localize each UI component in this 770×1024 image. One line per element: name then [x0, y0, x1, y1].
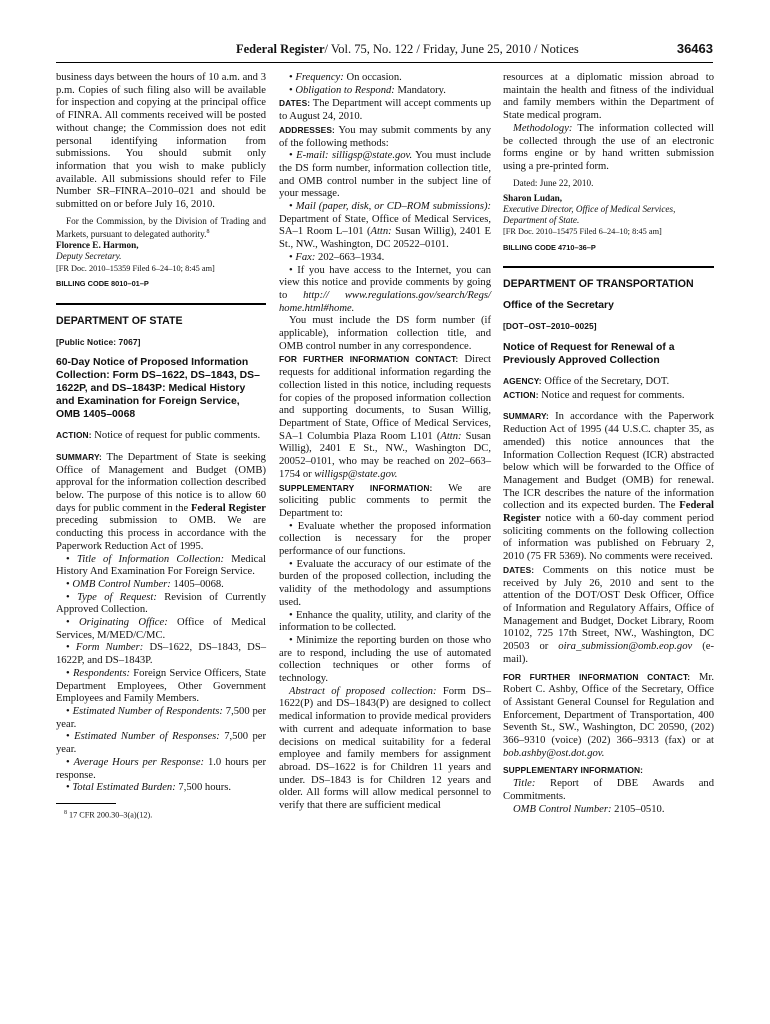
list-item: • Minimize the reporting burden on those who are to respond, including the use of automated collection techniques or other forms of technology.: [279, 634, 491, 685]
supplementary-paragraph: SUPPLEMENTARY INFORMATION:: [503, 765, 644, 776]
list-item: • Estimated Number of Respondents: 7,500 per year.: [56, 705, 267, 730]
dated-line: Dated: June 22, 2010.: [513, 177, 594, 188]
paragraph: You must include the DS form number (if applicable), information collection title, and OMB control number in any correspondence.: [279, 315, 491, 352]
department-heading: DEPARTMENT OF STATE: [56, 314, 183, 327]
department-heading: DEPARTMENT OF TRANSPORTATION: [503, 278, 694, 291]
contact-paragraph: FOR FURTHER INFORMATION CONTACT: Mr. Robert C. Ashby, Office of the Secretary, Office of Assistant General Counsel for Regulation and Enforcement, Department of Transportation, 400 Seventh St., SW., Washington, DC 20590, (202) 366–9310 (voice) (202) 366–9313 (fax) or at bob.ashby@ost.dot.gov.: [503, 671, 714, 759]
list-item: • Estimated Number of Responses: 7,500 per year.: [56, 731, 267, 756]
contact-paragraph: FOR FURTHER INFORMATION CONTACT: Direct requests for additional information regarding the collection listed in this notice, including requests for copies of the proposed information collection and supporting documents, to Susan Willig, Department of State, Office of Medical Services, SA–1 Columbia Plaza Room L101 (Attn: Susan Willig), 2401 E St., NW., Washington DC, 20052–0101, who may be reached on 202–663–1754 or willigsp@state.gov.: [279, 354, 491, 480]
signer-name: Florence E. Harmon,: [56, 240, 139, 251]
public-notice-number: [Public Notice: 7067]: [56, 336, 141, 347]
issue-info: / Vol. 75, No. 122 / Friday, June 25, 2010 / Notices: [324, 42, 579, 56]
list-item: • Respondents: Foreign Service Officers, State Department Employees, Other Government Employees and Family Members.: [56, 667, 266, 705]
list-item: • Frequency: On occasion.: [289, 72, 402, 83]
footnote-rule: [56, 803, 116, 804]
footnote: $^8$ 17 CFR 200.30–3(a)(12).: [64, 809, 153, 820]
footnote-ref: 8: [206, 228, 210, 235]
list-item: • Evaluate whether the proposed information collection is necessary for the proper performance of our functions.: [279, 520, 491, 558]
action-paragraph: ACTION: Notice of request for public comments.: [56, 430, 261, 442]
collection-details: [56, 554, 266, 795]
action-paragraph: ACTION: Notice and request for comments.: [503, 389, 685, 401]
notice-title: 60-Day Notice of Proposed Information Collection: Form DS–1622, DS–1843, DS–1622P, and DS–1843P: Medical History and Examination for Foreign Service, OMB 1405–0068: [56, 357, 260, 421]
summary-paragraph: SUMMARY: In accordance with the Paperwork Reduction Act of 1995 (44 U.S.C. chapter 35, as amended) this notice announces that the Information Collection Request (ICR) abstracted below which will be forwarded to the Office of Management and Budget (OMB) for renewal. The ICR describes the nature of the information collection and its expected burden. The Federal Register notice with a 60-day comment period soliciting comments on the following collection of information was published on February 2, 2010 (75 FR 5369). No comments were received.: [503, 411, 714, 563]
list-item: • Enhance the quality, utility, and clarity of the information to be collected.: [279, 609, 492, 634]
running-header: [56, 38, 713, 63]
list-item: • Fax: 202–663–1934.: [289, 251, 385, 263]
list-item: • Form Number: DS–1622, DS–1843, DS–1622P, and DS–1843P.: [56, 642, 267, 667]
abstract-paragraph: Abstract of proposed collection: Form DS–1622(P) and DS–1843(P) are designed to collect medical information to provide medical providers with current and adequate information to base decisions on medical suitability for a federal employee and family members for assignment abroad. DS–1622 is for Children 11 years and under. DS–1843 is for Children 12 years and older. All forms will allow medical personnel to verify that there are sufficient medical: [279, 685, 491, 812]
fr-doc: [FR Doc. 2010–15475 Filed 6–24–10; 8:45 am]: [503, 227, 662, 237]
column-2: [279, 72, 491, 813]
header-citation: [236, 42, 579, 57]
list-item: • E-mail: silligsp@state.gov. You must include the DS form number, information collection title, and OMB control number in the subject line of your message.: [279, 150, 492, 200]
column-3: [503, 72, 714, 816]
section-divider: [503, 266, 714, 268]
fr-doc: [FR Doc. 2010–15359 Filed 6–24–10; 8:45 am]: [56, 263, 215, 273]
dates-paragraph: DATES: Comments on this notice must be received by July 26, 2010 and sent to the attention of the DOT/OST Desk Officer, Office of Information and Regulatory Affairs, Office of Management and Budget, Docket Library, Room 10102, 725 17th Street, NW., Washington, DC 20503 or oira_submission@omb.eop.gov (e-mail).: [503, 564, 714, 665]
signer-name: Sharon Ludan,: [503, 192, 563, 203]
signer-title: Executive Director, Office of Medical Services, Department of State.: [503, 204, 676, 226]
list-item: • If you have access to the Internet, you can view this notice and provide comments by going to http:// www.regulations.gov/search/Regs/ home.html#home.: [279, 264, 491, 314]
signer-title: Deputy Secretary.: [56, 251, 122, 262]
title-line: Title: Report of DBE Awards and Commitments.: [503, 778, 714, 802]
list-item: • Average Hours per Response: 1.0 hours per response.: [56, 756, 267, 781]
supplementary-paragraph: SUPPLEMENTARY INFORMATION: We are soliciting public comments to permit the Department to:: [279, 482, 491, 519]
list-item: • Obligation to Respond: Mandatory.: [289, 84, 446, 96]
office-heading: Office of the Secretary: [503, 300, 614, 312]
page-number: 36463: [676, 41, 713, 56]
list-item: • Evaluate the accuracy of our estimate of the burden of the proposed collection, including the validity of the methodology and assumptions used.: [279, 558, 492, 608]
notice-title: Notice of Request for Renewal of a Previously Approved Collection: [503, 342, 675, 367]
summary-paragraph: SUMMARY: The Department of State is seeking Office of Management and Budget (OMB) approval for the information collection described below. The purpose of this notice is to allow 60 days for public comment in the Federal Register preceding submission to OMB. We are conducting this process in accordance with the Paperwork Reduction Act of 1995.: [56, 451, 266, 552]
omb-line: OMB Control Number: 2105–0510.: [513, 803, 665, 815]
list-item: • OMB Control Number: 1405–0068.: [66, 578, 224, 590]
section-divider: [56, 303, 266, 305]
dates-paragraph: DATES: The Department will accept comments up to August 24, 2010.: [279, 98, 491, 123]
paragraph: resources at a diplomatic mission abroad to maintain the health and fitness of the individual and family members within the Department of State medical program.: [503, 72, 714, 122]
methodology-paragraph: Methodology: The information collected will be collected through the use of an electronic forms engine or by hand written submission using a pre-printed form.: [503, 122, 714, 172]
list-item: • Originating Office: Office of Medical Services, M/MED/C/MC.: [56, 617, 266, 641]
docket-number: [DOT–OST–2010–0025]: [503, 321, 597, 332]
journal-name: Federal Register: [236, 42, 325, 56]
addresses-paragraph: ADDRESSES: You may submit comments by any of the following methods:: [279, 124, 491, 149]
column-1: [56, 72, 266, 821]
list-item: • Type of Request: Revision of Currently Approved Collection.: [56, 591, 267, 616]
billing-code: BILLING CODE 4710–36–P: [503, 242, 596, 252]
commission-statement: For the Commission, by the Division of Trading and Markets, pursuant to delegated authority.$^8$: [56, 215, 266, 239]
list-item: • Total Estimated Burden: 7,500 hours.: [66, 782, 232, 794]
paragraph: business days between the hours of 10 a.m. and 3 p.m. Copies of such filing also will be available for inspection and copying at the principal office of FINRA. All comments received will be posted without change; the Commission does not edit personal identifying information from submissions. You should submit only information that you wish to make publicly available. All submissions should refer to File Number SR–FINRA–2010–021 and should be submitted on or before July 16, 2010.: [56, 72, 266, 211]
list-item: • Title of Information Collection: Medical History And Examination For Foreign Service.: [56, 553, 266, 578]
billing-code: BILLING CODE 8010–01–P: [56, 278, 149, 288]
agency-paragraph: AGENCY: Office of the Secretary, DOT.: [503, 376, 670, 388]
list-item: • Mail (paper, disk, or CD–ROM submissions): Department of State, Office of Medical Services, SA–1 Room L–101 (Attn: Susan Willig), 2401 E St., NW., Washington, DC 20522–0101.: [279, 201, 491, 251]
